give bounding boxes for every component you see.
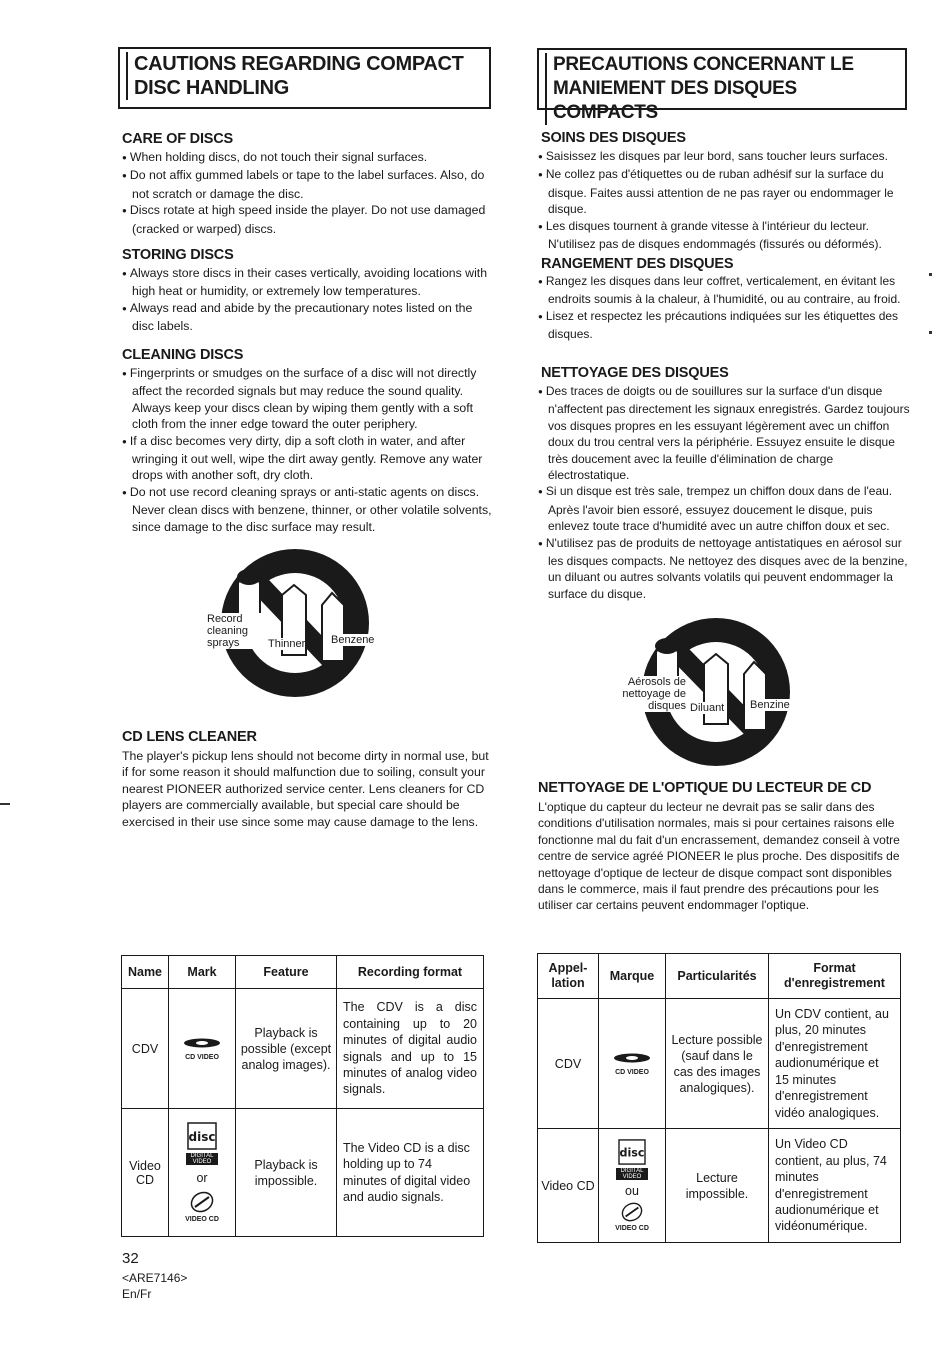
svg-text:disc: disc (619, 1146, 645, 1160)
table-header-cell: Marque (599, 954, 666, 999)
table-header-cell: Particularités (666, 954, 769, 999)
en-disc-format-table (121, 955, 484, 1237)
table-cell-feature: Playback is impossible. (236, 1109, 337, 1237)
en-care-heading: CARE OF DISCS (122, 131, 233, 147)
table-cell-name: Video CD (538, 1129, 599, 1243)
video-cd-logo-icon (189, 1191, 215, 1213)
cd-video-logo-icon (610, 1052, 654, 1066)
en-benzene-label: Benzene (331, 634, 375, 646)
fr-lens-text: L'optique du capteur du lecteur ne devrait pas se salir dans des conditions d'utilisation normales, mais si pour certaines raisons elle fonctionne mal du fait d'un encrassement, demandez conseil à votre centre de service agréé PIONEER le plus proche. Des dispositifs de nettoyage d'optique de lecteur de disque compact sont disponibles dans le commerce, mais il faut prendre des précautions pour les utiliser car certains peuvent endommager l'optique. (538, 800, 900, 913)
fr-title-line1: PRECAUTIONS CONCERNANT LE (553, 54, 854, 75)
table-header-cell: Mark (169, 956, 236, 989)
fr-title-line2: MANIEMENT DES DISQUES COMPACTS (553, 78, 797, 123)
list-item: ● Do not affix gummed labels or tape to the label surfaces. Also, do not scratch or damage the disc. (122, 167, 492, 202)
table-header-cell: Recording format (337, 956, 484, 989)
fr-thinner-label: Diluant (690, 702, 725, 714)
en-title-box (118, 47, 491, 109)
en-thinner-label: Thinner (268, 638, 306, 650)
table-cell-mark (599, 1129, 666, 1243)
table-cell-mark (169, 989, 236, 1109)
en-no-solvents-illustration (200, 545, 390, 705)
en-sprays-label: Record cleaning sprays (207, 613, 267, 649)
list-item: ● Ne collez pas d'étiquettes ou de ruban adhésif sur la surface du disque. Faites aussi attention de ne pas rayer ou endommager le disque. (538, 166, 910, 217)
fr-title-box (537, 48, 907, 123)
table-header-cell: Appel-lation (538, 954, 599, 999)
en-lens-text: The player's pickup lens should not become dirty in normal use, but if for some reason it should malfunction due to soiling, consult your nearest PIONEER authorized service center. Lens cleaners for CD players are commercially available, but special care should be exercised in their use since some may cause damage to the lens. (122, 749, 489, 829)
or-text: ou (625, 1184, 639, 1198)
digital-video-label: DIGITAL VIDEO (186, 1153, 218, 1165)
table-cell-mark (169, 1109, 236, 1237)
video-cd-logo-text: VIDEO CD (185, 1216, 219, 1223)
table-cell-feature: Lecture possible (sauf dans le cas des images analogiques). (666, 999, 769, 1129)
table-cell-format: Un CDV contient, au plus, 20 minutes d'enregistrement audionumérique et 15 minutes d'enregistrement vidéo analogiques. (769, 999, 901, 1129)
list-item: ● Always read and abide by the precautionary notes listed on the disc labels. (122, 300, 492, 335)
list-item: ● Lisez et respectez les précautions indiquées sur les étiquettes des disques. (538, 308, 910, 343)
en-cleaning-heading: CLEANING DISCS (122, 347, 244, 363)
cd-video-logo-text: CD VIDEO (615, 1068, 649, 1076)
fr-care-heading: SOINS DES DISQUES (541, 130, 686, 146)
table-header-row (538, 954, 901, 999)
compact-disc-logo-icon (617, 1139, 647, 1165)
page-footer (122, 1250, 187, 1302)
table-row (122, 989, 484, 1109)
en-title (126, 52, 483, 100)
table-cell-format: Un Video CD contient, au plus, 74 minutes d'enregistrement audionumérique et vidéonumérique. (769, 1129, 901, 1243)
table-cell-name: Video CD (122, 1109, 169, 1237)
table-header-cell: Feature (236, 956, 337, 989)
en-title-line2: DISC HANDLING (134, 77, 289, 99)
language-code: En/Fr (122, 1287, 152, 1301)
list-item: ● Do not use record cleaning sprays or anti-static agents on discs. Never clean discs with benzene, thinner, or other volatile solvents, since damage to the disc surface may result. (122, 484, 492, 535)
list-item: ● N'utilisez pas de produits de nettoyage antistatiques en aérosol sur les disques compacts. Ne nettoyez des disques avec de la benzine, un diluant ou autres solvants volatils qui peuvent endommager la surface du disque. (538, 535, 910, 603)
fr-storing-heading: RANGEMENT DES DISQUES (541, 256, 734, 272)
list-item: ● Saisissez les disques par leur bord, sans toucher leurs surfaces. (538, 148, 910, 166)
table-cell-name: CDV (122, 989, 169, 1109)
model-code: <ARE7146> (122, 1271, 188, 1285)
fr-storing-list (538, 273, 910, 343)
table-header-row (122, 956, 484, 989)
table-cell-mark (599, 999, 666, 1129)
en-title-line1: CAUTIONS REGARDING COMPACT (134, 53, 464, 75)
table-row (122, 1109, 484, 1237)
list-item: ● Always store discs in their cases vertically, avoiding locations with high heat or humidity, or extremely low temperatures. (122, 265, 492, 300)
table-row (538, 1129, 901, 1243)
margin-mark (0, 803, 10, 805)
margin-mark (929, 273, 932, 276)
table-cell-format: The Video CD is a disc holding up to 74 minutes of digital video and audio signals. (337, 1109, 484, 1237)
table-cell-feature: Playback is possible (except analog images). (236, 989, 337, 1109)
table-cell-feature: Lecture impossible. (666, 1129, 769, 1243)
list-item: ● Des traces de doigts ou de souillures sur la surface d'un disque n'affectent pas directement les signaux enregistrés. Gardez toujours vos disques propres en les essuyant légèrement avec un chiffon doux du trou central vers la périphérie. Essuyez ensuite le disque très doucement avec la feuille d'élimination de charge électrostatique. (538, 383, 910, 483)
list-item: ● Rangez les disques dans leur coffret, verticalement, en évitant les endroits soumis à la chaleur, à l'humidité, ou au contraire, au froid. (538, 273, 910, 308)
fr-cleaning-list (538, 383, 910, 602)
fr-no-solvents-illustration (612, 612, 808, 772)
en-storing-heading: STORING DISCS (122, 247, 234, 263)
list-item: ● Les disques tournent à grande vitesse à l'intérieur du lecteur. N'utilisez pas de disques endommagés (fissurés ou déformés). (538, 218, 910, 253)
list-item: ● Si un disque est très sale, trempez un chiffon doux dans de l'eau. Après l'avoir bien essoré, essuyez doucement le disque, puis enlevez toute trace d'humidité avec un autre chiffon doux et sec. (538, 483, 910, 534)
digital-video-label: DIGITAL VIDEO (616, 1168, 648, 1180)
fr-cleaning-heading: NETTOYAGE DES DISQUES (541, 365, 729, 381)
fr-title (545, 53, 899, 125)
table-header-cell: Name (122, 956, 169, 989)
video-cd-logo-text: VIDEO CD (615, 1225, 649, 1232)
table-header-cell: Format d'enregistrement (769, 954, 901, 999)
table-cell-name: CDV (538, 999, 599, 1129)
fr-benzene-label: Benzine (750, 699, 790, 711)
fr-disc-format-table (537, 953, 901, 1243)
list-item: ● Fingerprints or smudges on the surface of a disc will not directly affect the recorded signals but may reduce the sound quality. Always keep your discs clean by wiping them gently with a soft cloth from the inner edge toward the outer periphery. (122, 365, 492, 433)
table-cell-format: The CDV is a disc containing up to 20 minutes of digital audio signals and up to 15 minutes of analog video signals. (337, 989, 484, 1109)
cd-video-logo-icon (180, 1037, 224, 1051)
margin-mark (929, 331, 932, 334)
fr-sprays-label: Aérosols de nettoyage de disques (616, 676, 686, 712)
or-text: or (196, 1171, 208, 1185)
list-item: ● Discs rotate at high speed inside the player. Do not use damaged (cracked or warped) discs. (122, 202, 492, 237)
compact-disc-logo-icon (187, 1122, 217, 1150)
fr-lens-heading: NETTOYAGE DE L'OPTIQUE DU LECTEUR DE CD (538, 780, 872, 796)
cd-video-logo-text: CD VIDEO (185, 1053, 219, 1061)
fr-care-list (538, 148, 910, 252)
en-storing-list (122, 265, 492, 335)
en-cleaning-list (122, 365, 492, 535)
list-item: ● If a disc becomes very dirty, dip a soft cloth in water, and after wringing it out well, wipe the dirt away gently. Remove any water drops with another soft, dry cloth. (122, 433, 492, 484)
list-item: ● When holding discs, do not touch their signal surfaces. (122, 149, 492, 167)
en-care-list (122, 149, 492, 237)
page-number: 32 (122, 1250, 139, 1267)
video-cd-logo-icon (619, 1202, 645, 1222)
en-lens-heading: CD LENS CLEANER (122, 729, 257, 745)
svg-text:disc: disc (188, 1130, 216, 1144)
table-row (538, 999, 901, 1129)
